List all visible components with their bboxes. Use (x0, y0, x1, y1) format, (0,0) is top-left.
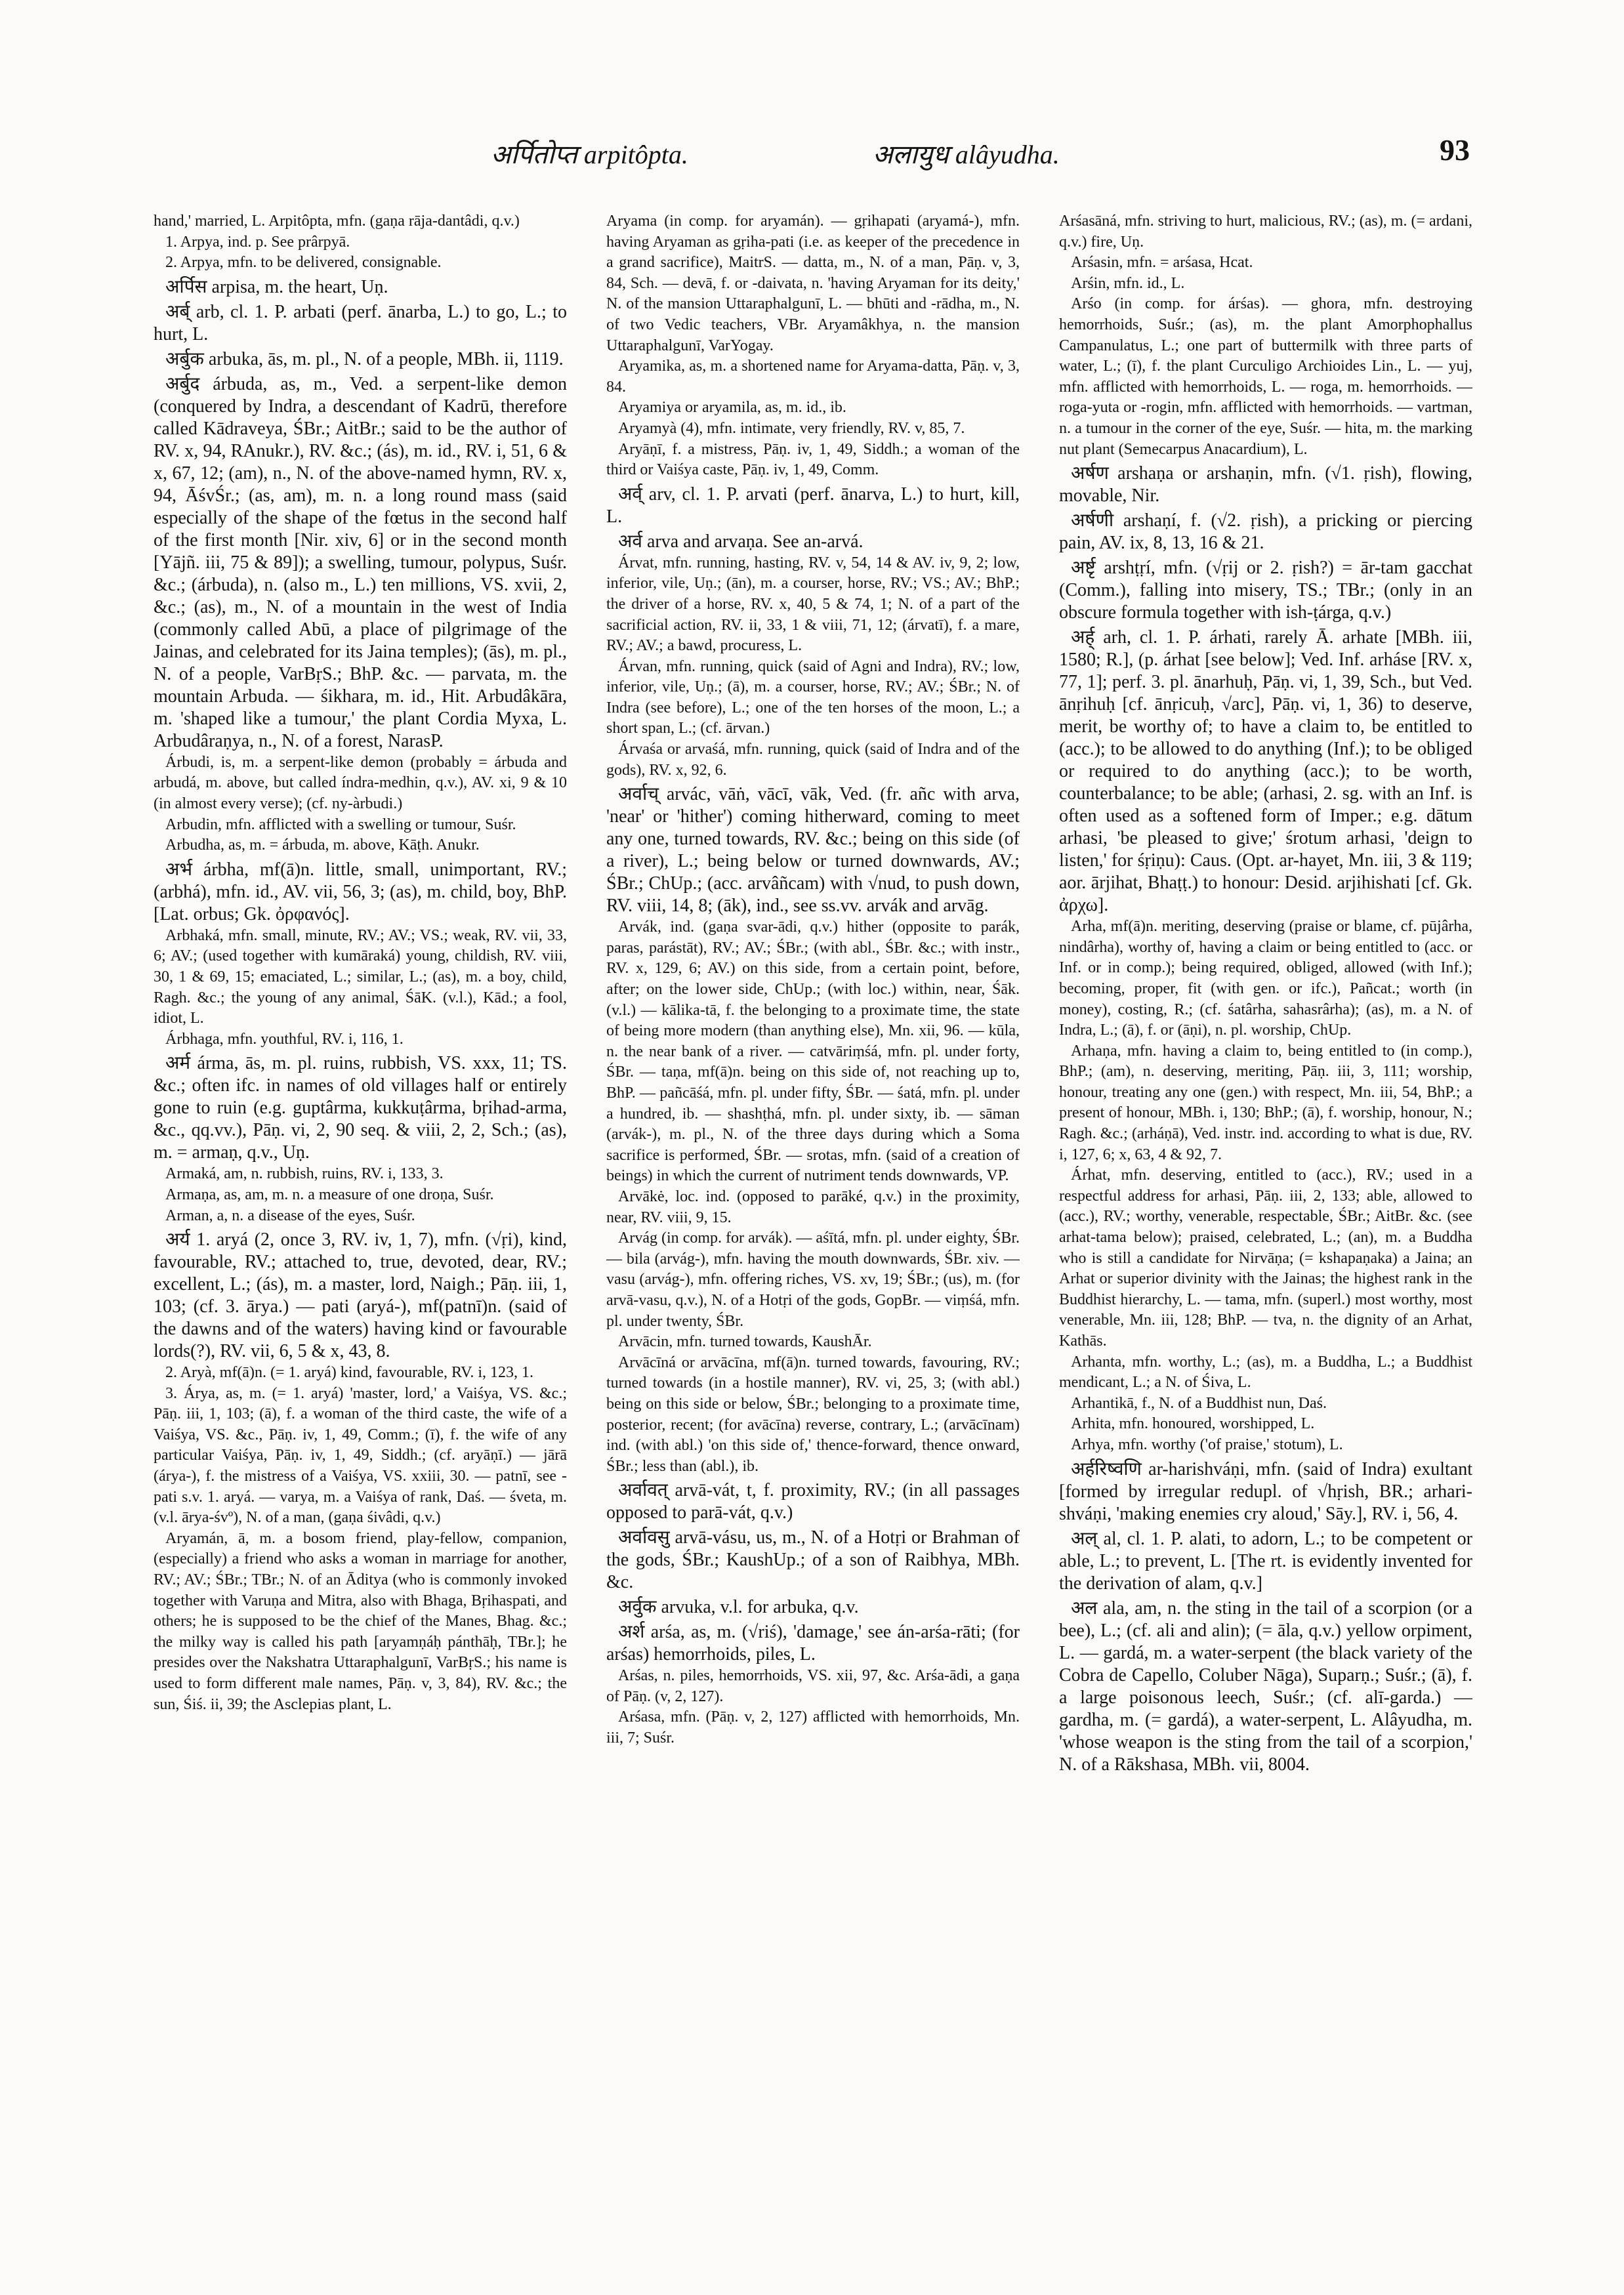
dictionary-entry: Arvág (in comp. for arvák). — aśītá, mfn. pl. under eighty, ŚBr. — bila (arvág-), mfn. having the mouth downwards, ŚBr. xiv. — vasu (arvág-), mfn. offering riches, VS. xv, 19; ŚBr.; (us), m. (for arvā-vasu, q.v.), N. of a Hotṛi of the gods, GopBr. — viṃśá, mfn. pl. under twenty, ŚBr. (606, 1230, 1020, 1330)
dictionary-entry: Arvākė, loc. ind. (opposed to parāké, q.v.) in the proximity, near, RV. viii, 9, 15. (606, 1188, 1020, 1226)
dictionary-entry: अर्षणी arshaṇí, f. (√2. ṛish), a pricking or piercing pain, AV. ix, 8, 13, 16 & 21. (1059, 510, 1472, 554)
dictionary-entry: Arśasāná, mfn. striving to hurt, malicious, RV.; (as), m. (= ardani, q.v.) fire, Uṇ. (1059, 213, 1472, 251)
dictionary-entry: Árbhaga, mfn. youthful, RV. i, 116, 1. (165, 1030, 404, 1048)
dictionary-entry: Árbudi, is, m. a serpent-like demon (probably = árbuda and arbudá, m. above, but called índra-medhin, q.v.), AV. xi, 9 & 10 (in almost every verse); (cf. ny-àrbudi.) (154, 753, 567, 812)
dictionary-entry: Aryamán, ā, m. a bosom friend, play-fellow, companion, (especially) a friend who asks a woman in marriage for another, RV.; AV.; ŚBr.; TBr.; N. of an Āditya (who is commonly invoked together with Varuṇa and Mitra, also with Bhaga, Bṛihaspati, and others; he is supposed to be the chief of the Manes, Bhag. &c.; the milky way is called his path [aryamṇáḥ pánthāḥ, TBr.]; he presides over the Nakshatra Uttaraphalgunī, VarBṛS.; his name is used to form different male names, Pāṇ. v, 3, 84), RV. &c.; the sun, Śiś. ii, 39; the Asclepias plant, L. (154, 1529, 567, 1713)
page-number: 93 (1440, 133, 1470, 167)
dictionary-entry: Aryamyà (4), mfn. intimate, very friendly, RV. v, 85, 7. (618, 419, 965, 437)
right-running-head: अलायुध alâyudha. (873, 140, 1060, 169)
dictionary-entry: Árvat, mfn. running, hasting, RV. v, 54, 14 & AV. iv, 9, 2; low, inferior, vile, Uṇ.; (ān), m. a courser, horse, RV.; VS.; AV.; BhP.; the driver of a horse, RV. x, 40, 5 & 74, 1; N. of a part of the sacrificial action, RV. ii, 33, 1 & viii, 71, 12; (árvatī), f. a mare, RV.; AV.; a bawd, procuress, L. (606, 554, 1020, 655)
dictionary-entry: Árvaśa or arvaśá, mfn. running, quick (said of Indra and of the gods), RV. x, 92, 6. (606, 741, 1020, 779)
dictionary-column-1 (154, 211, 567, 2232)
dictionary-entry: Arbudin, mfn. afflicted with a swelling or tumour, Suśr. (165, 816, 516, 833)
dictionary-entry: अर्ष्टृ arshṭṛí, mfn. (√ṛij or 2. ṛish?) = ār-tam gacchat (Comm.), falling into misery, TS.; TBr.; (only in an obscure formula together with ish-ṭárga, q.v.) (1059, 558, 1472, 623)
dictionary-entry: Árhat, mfn. deserving, entitled to (acc.), RV.; used in a respectful address for arhasi, Pāṇ. iii, 2, 133; able, allowed to (acc.), RV.; worthy, venerable, respectable, ŚBr.; AitBr. &c. (see arhat-tama below); praised, celebrated, L.; (an), m. a Buddha who is still a candidate for Nirvāṇa; (= kshapaṇaka) a Jaina; an Arhat or superior divinity with the Jainas; the highest rank in the Buddhist hierarchy, L. — tama, mfn. (superl.) most worthy, most venerable, Mn. iii, 128; BhP. — tva, n. the dignity of an Arhat, Kathās. (1059, 1167, 1472, 1350)
dictionary-entry: अर्वावसु arvā-vásu, us, m., N. of a Hotṛi or Brahman of the gods, ŚBr.; KaushUp.; of a son of Raibhya, MBh. &c. (606, 1527, 1020, 1593)
dictionary-entry: अर्ह् arh, cl. 1. P. árhati, rarely Ā. arhate [MBh. iii, 1580; R.], (p. árhat [see below]; Ved. Inf. arháse [RV. x, 77, 1]; perf. 3. pl. ānarhuḥ, Pāṇ. vi, 1, 39, Sch., but Ved. ānṛihuḥ [cf. ānṛicuḥ, √arc], Pāṇ. vi, 1, 36) to deserve, merit, be worthy of; to have a claim to, be entitled to (acc.); to be allowed to do anything (Inf.); to be obliged or required to do anything (acc.); to be worth, counterbalance; to be able; (arhasi, 2. sg. with an Inf. is often used as a softened form of Imper.; e.g. dātum arhasi, 'be pleased to give;' śrotum arhasi, 'deign to listen,' for śṛiṇu): Caus. (Opt. ar-hayet, Mn. iii, 3 & 119; aor. ārjihat, Bhaṭṭ.) to honour: Desid. arjihishati [cf. Gk. ἀρχω]. (1059, 627, 1472, 916)
dictionary-columns (154, 211, 1472, 2232)
dictionary-entry: Arhanta, mfn. worthy, L.; (as), m. a Buddha, L.; a Buddhist mendicant, L.; a N. of Śiva, L. (1059, 1353, 1472, 1392)
dictionary-entry: Armaká, am, n. rubbish, ruins, RV. i, 133, 3. (165, 1165, 444, 1183)
dictionary-entry: Arvācīná or arvācīna, mf(ā)n. turned towards, favouring, RV.; turned towards (in a hostile manner), RV. vi, 25, 3; (with abl.) being on this side or below, ŚBr.; belonging to a proximate time, posterior, recent; (for avācīna) reverse, contrary, L.; (arvācīnam) ind. (with abl.) 'on this side of,' thence-forward, thence onward, ŚBr.; less than (abl.), ib. (606, 1354, 1020, 1475)
dictionary-entry: अर्व् arv, cl. 1. P. arvati (perf. ānarva, L.) to hurt, kill, L. (606, 484, 1020, 527)
dictionary-entry: Árvan, mfn. running, quick (said of Agni and Indra), RV.; low, inferior, vile, Uṇ.; (ā), m. a courser, horse, RV.; AV.; ŚBr.; N. of Indra (see before), L.; one of the ten horses of the moon, L.; a short span, L.; (cf. ārvan.) (606, 657, 1020, 737)
dictionary-entry: Arhaṇa, mfn. having a claim to, being entitled to (in comp.), BhP.; (am), n. deserving, meriting, Pāṇ. iii, 3, 111; worship, honour, treating any one (gen.) with respect, Mn. iii, 54, BhP.; a present of honour, MBh. i, 130; BhP.; (ā), f. worship, honour, N.; Ragh. &c.; (arháṇā), Ved. instr. ind. according to what is due, RV. i, 127, 6; x, 63, 4 & 92, 7. (1059, 1042, 1472, 1163)
dictionary-entry: अल् al, cl. 1. P. alati, to adorn, L.; to be competent or able, L.; to prevent, L. [The rt. is evidently invented for the derivation of alam, q.v.] (1059, 1528, 1472, 1594)
dictionary-entry: Arhantikā, f., N. of a Buddhist nun, Daś. (1071, 1394, 1327, 1412)
dictionary-entry: Arśasin, mfn. = arśasa, Hcat. (1071, 254, 1253, 272)
dictionary-entry: Arśin, mfn. id., L. (1071, 274, 1185, 292)
dictionary-entry: अर्बुद árbuda, as, m., Ved. a serpent-like demon (conquered by Indra, a descendant of Kadrū, therefore called Kādraveya, ŚBr.; AitBr.; said to be the author of RV. x, 94, RAnukr.), RV. &c.; (ás), m. id., RV. i, 51, 6 & x, 67, 12; (am), n., N. of the above-named hymn, RV. x, 94, ĀśvŚr.; (as, am), m. n. a long round mass (said especially of the shape of the fœtus in the second half of the first month [Nir. xiv, 6] or in the second month [Yājñ. iii, 75 & 89]); a swelling, tumour, polypus, Suśr. &c.; (árbuda), n. (also m., L.) ten millions, VS. xvii, 2, &c.; (as), m., N. of a mountain in the west of India (commonly called Abū, a place of pilgrimage of the Jainas, and celebrated for its Jaina temples); (ās), m. pl., N. of a people, VarBṛS.; BhP. &c. — parvata, m. the mountain Arbuda. — śikhara, m. id., Hit. Arbudâkāra, m. 'shaped like a tumour,' the plant Cordia Myxa, L. Arbudâraṇya, n., N. of a forest, NarasP. (154, 373, 567, 751)
dictionary-entry: Arhita, mfn. honoured, worshipped, L. (1071, 1415, 1315, 1433)
dictionary-entry: Arbhaká, mfn. small, minute, RV.; AV.; VS.; weak, RV. vii, 33, 6; AV.; (used together with kumāraká) young, childish, RV. viii, 30, 1 & 69, 15; emaciated, L.; similar, L.; (as), m. a boy, child, Ragh. &c.; the young of any animal, ŚāK. (v.l.), Kād.; a fool, idiot, L. (154, 926, 567, 1027)
dictionary-entry: 2. Arpya, mfn. to be delivered, consignable. (165, 254, 442, 272)
dictionary-entry: Aryāṇī, f. a mistress, Pāṇ. iv, 1, 49, Siddh.; a woman of the third or Vaiśya caste, Pāṇ. iv, 1, 49, Comm. (606, 440, 1020, 479)
dictionary-entry: 3. Árya, as, m. (= 1. aryá) 'master, lord,' a Vaiśya, VS. &c.; Pāṇ. iii, 1, 103; (ā), f. a woman of the third caste, the wife of a Vaiśya, VS. &c., Pāṇ. iv, 1, 49, Comm.; (ī), f. the wife of any particular Vaiśya, Pāṇ. iv, 1, 49, Siddh.; (cf. aryāṇī.) — jārā (árya-), f. the mistress of a Vaiśya, VS. xxiii, 30. — patnī, see -pati s.v. 1. aryá. — varya, m. a Vaiśya of rank, Daś. — śveta, m. (v.l. ārya-śvº), N. of a man, (gaṇa śivâdi, q.v.) (154, 1384, 567, 1527)
dictionary-entry: अर्वाच् arvác, vāṅ, vācī, vāk, Ved. (fr. añc with arva, 'near' or 'hither') coming hitherward, coming to meet any one, turned towards, RV. &c.; being on this side (of a river), L.; being below or turned downwards, AV.; ŚBr.; ChUp.; (acc. arvâñcam) with √nud, to push down, RV. viii, 14, 8; (āk), ind., see ss.vv. arvák and arvāg. (606, 784, 1020, 917)
dictionary-entry: Arman, a, n. a disease of the eyes, Suśr. (165, 1207, 415, 1224)
dictionary-entry: अर्व arva and arvaṇa. See an-arvá. (618, 531, 864, 552)
dictionary-entry: Arbudha, as, m. = árbuda, m. above, Kāṭh. Anukr. (165, 837, 480, 854)
dictionary-entry: अर्षण arshaṇa or arshaṇin, mfn. (√1. ṛish), flowing, movable, Nir. (1059, 463, 1472, 507)
left-running-head: अर्पितोप्त arpitôpta. (491, 140, 688, 169)
dictionary-entry: Arśasa, mfn. (Pāṇ. v, 2, 127) afflicted with hemorrhoids, Mn. iii, 7; Suśr. (606, 1708, 1020, 1747)
dictionary-entry: 2. Aryà, mf(ā)n. (= 1. aryá) kind, favourable, RV. i, 123, 1. (165, 1364, 534, 1382)
page-header (131, 129, 1470, 176)
dictionary-entry: अर्भ árbha, mf(ā)n. little, small, unimportant, RV.; (arbhá), mfn. id., AV. vii, 56, 3; (as), m. child, boy, BhP. [Lat. orbus; Gk. ὀρφανός]. (154, 859, 567, 924)
dictionary-entry: Arśo (in comp. for árśas). — ghora, mfn. destroying hemorrhoids, Suśr.; (as), m. the plant Amorphophallus Campanulatus, L.; one part of buttermilk with three parts of water, L.; (ī), f. the plant Curculigo Archioides Lin., L. — yuj, mfn. afflicted with hemorrhoids, L. — roga, m. hemorrhoids. — roga-yuta or -rogin, mfn. afflicted with hemorrhoids. — vartman, n. a tumour in the corner of the eye, Suśr. — hita, m. the marking nut plant (Semecarpus Anacardium), L. (1059, 295, 1472, 458)
dictionary-entry: hand,' married, L. Arpitôpta, mfn. (gaṇa rāja-dantâdi, q.v.) (154, 213, 520, 230)
dictionary-entry: अल ala, am, n. the sting in the tail of a scorpion (or a bee), L.; (cf. ali and alin); (= āla, q.v.) yellow orpiment, L. — gardá, m. a water-serpent (the black variety of the Cobra de Capello, Coluber Nāga), Suparṇ.; Suśr.; (ā), f. a large poisonous leech, Suśr.; (cf. alī-garda.) — gardha, m. (= gardá), a water-serpent, L. Alâyudha, m. 'whose weapon is the sting from the tail of a scorpion,' N. of a Rākshasa, MBh. vii, 8004. (1059, 1598, 1472, 1775)
dictionary-entry: अर्हरिष्वणि ar-harishváṇi, mfn. (said of Indra) exultant [formed by irregular redupl. of √hṛish, BR.; arhari-shváṇi, 'making enemies cry aloud,' Sāy.], RV. i, 56, 4. (1059, 1458, 1472, 1524)
dictionary-entry: अर्म árma, ās, m. pl. ruins, rubbish, VS. xxx, 11; TS. &c.; often ifc. in names of old villages half or entirely gone to ruin (e.g. guptârma, kukkuṭârma, bṛihad-arma, &c., qq.vv.), Pāṇ. vi, 2, 90 seq. & viii, 2, 2, Sch.; (as), m. = armaṇ, q.v., Uṇ. (154, 1053, 567, 1163)
dictionary-entry: Arvācin, mfn. turned towards, KaushĀr. (618, 1333, 872, 1351)
dictionary-entry: Arśas, n. piles, hemorrhoids, VS. xii, 97, &c. Arśa-ādi, a gaṇa of Pāṇ. (v, 2, 127). (606, 1667, 1020, 1705)
dictionary-column-2 (606, 211, 1020, 2232)
dictionary-entry: Arha, mf(ā)n. meriting, deserving (praise or blame, cf. pūjârha, nindârha), worthy of, having a claim or being entitled to (acc. or Inf. or in comp.); being required, obliged, allowed (with Inf.); becoming, proper, fit (with gen. or ifc.), Pañcat.; worth (in money), costing, R.; (cf. śatârha, sahasrârha); (as), m. a N. of Indra, L.; (ā), f. or (āṇi), n. pl. worship, ChUp. (1059, 918, 1472, 1039)
dictionary-entry: Armaṇa, as, am, m. n. a measure of one droṇa, Suśr. (165, 1186, 494, 1203)
dictionary-entry: अर्य 1. aryá (2, once 3, RV. iv, 1, 7), mfn. (√ṛi), kind, favourable, RV.; attached to, true, devoted, dear, RV.; excellent, L.; (ás), m. a master, lord, Naigh.; Pāṇ. iii, 1, 103; (cf. 3. ārya.) — pati (aryá-), mf(patnī)n. (said of the dawns and of the waters) having kind or favourable lords(?), RV. vii, 6, 5 & x, 43, 8. (154, 1230, 567, 1362)
dictionary-entry: Arvák, ind. (gaṇa svar-ādi, q.v.) hither (opposite to parák, paras, parástāt), RV.; AV.; ŚBr.; (with abl., ŚBr. &c.; with instr., RV. x, 129, 6; AV.) on this side, from a certain point, before, after; on the lower side, ChUp.; (with loc.) within, near, Śāk. (v.l.) — kālika-tā, f. the belonging to a proximate time, the state of being more modern (than anything else), Mn. xii, 96. — kūla, n. the near bank of a river. — catvāriṃśá, mfn. pl. under forty, ŚBr. — taṇa, mf(ā)n. being on this side of, not reaching up to, BhP. — pañcāśá, mfn. pl. under fifty, ŚBr. — śatá, mfn. pl. under a hundred, ib. — shashṭhá, mfn. pl. under sixty, ib. — sāman (arvák-), m. pl., N. of the three days during which a Soma sacrifice is performed, ŚBr. — srotas, mfn. (said of a creation of beings) in which the current of nutriment tends downwards, VP. (606, 919, 1020, 1185)
dictionary-entry: Aryamika, as, m. a shortened name for Aryama-datta, Pāṇ. v, 3, 84. (606, 358, 1020, 396)
dictionary-entry: Aryama (in comp. for aryamán). — gṛihapati (aryamá-), mfn. having Aryaman as gṛiha-pati (i.e. as keeper of the precedence in a grand sacrifice), MaitrS. — datta, m., N. of a man, Pāṇ. v, 3, 84, Sch. — devā, f. or -daivata, n. 'having Aryaman for its deity,' N. of the mansion Uttaraphalgunī, L. — bhūti and -rādha, m., N. of two Vedic teachers, VBr. Aryamâkhya, n. the mansion Uttaraphalgunī, VarYogay. (606, 213, 1020, 354)
dictionary-entry: Aryamiya or aryamila, as, m. id., ib. (618, 399, 846, 417)
dictionary-entry: अर्वावत् arvā-vát, t, f. proximity, RV.; (in all passages opposed to parā-vát, q.v.) (606, 1480, 1020, 1523)
dictionary-entry: अर्पिस arpisa, m. the heart, Uṇ. (165, 276, 388, 297)
dictionary-entry: अर्वुक arvuka, v.l. for arbuka, q.v. (618, 1597, 859, 1618)
dictionary-entry: 1. Arpya, ind. p. See prârpyā. (165, 233, 350, 251)
dictionary-entry: Arhya, mfn. worthy ('of praise,' stotum), L. (1071, 1436, 1343, 1453)
dictionary-column-3 (1059, 211, 1472, 2232)
dictionary-entry: अर्ब् arb, cl. 1. P. arbati (perf. ānarba, L.) to go, L.; to hurt, L. (154, 301, 567, 344)
dictionary-entry: अर्श arśa, as, m. (√riś), 'damage,' see án-arśa-rāti; (for arśas) hemorrhoids, piles, L. (606, 1622, 1020, 1665)
dictionary-entry: अर्बुक arbuka, ās, m. pl., N. of a people, MBh. ii, 1119. (165, 348, 564, 369)
